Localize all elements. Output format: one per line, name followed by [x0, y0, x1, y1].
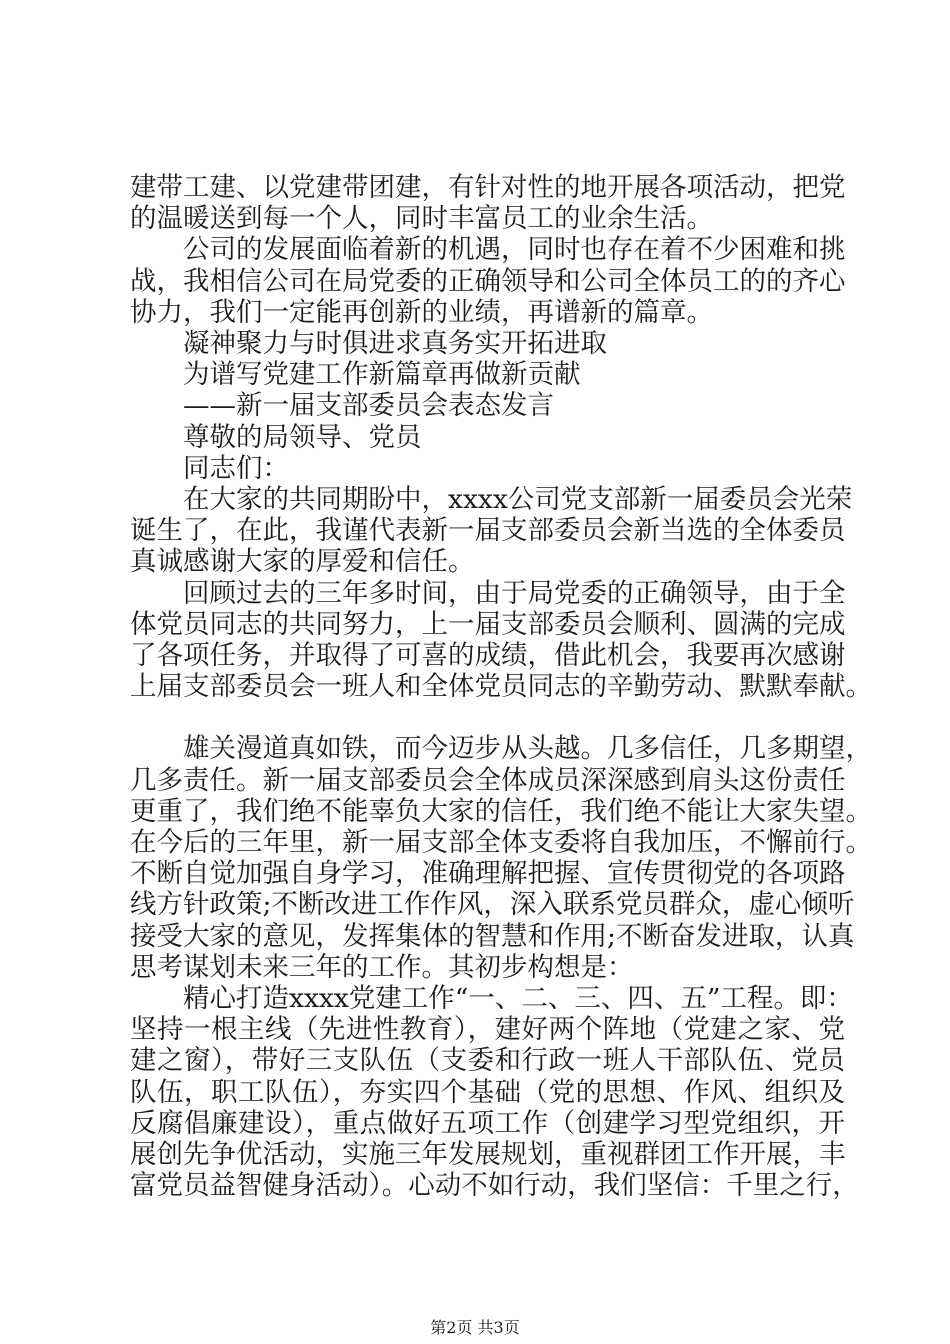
- text-line: 战，我相信公司在局党委的正确领导和公司全体员工的的齐心: [130, 265, 846, 297]
- text-line: 建之窗），带好三支队伍（支委和行政一班人干部队伍、党员: [130, 1045, 845, 1077]
- text-line: 思考谋划未来三年的工作。其初步构想是：: [130, 951, 634, 983]
- text-line: 不断自觉加强自身学习，准确理解把握、宣传贯彻党的各项路: [130, 858, 846, 890]
- text-line: 坚持一根主线（先进性教育），建好两个阵地（党建之家、党: [130, 1014, 845, 1046]
- text-line: 诞生了，在此，我谨代表新一届支部委员会新当选的全体委员: [130, 515, 846, 547]
- text-line: 真诚感谢大家的厚爱和信任。: [130, 546, 475, 578]
- text-line: 为谱写党建工作新篇章再做新贡献: [183, 359, 581, 391]
- text-line: 建带工建、以党建带团建，有针对性的地开展各项活动，把党: [130, 172, 846, 203]
- text-line: 反腐倡廉建设），重点做好五项工作（创建学习型党组织，开: [130, 1107, 845, 1139]
- text-line: ——新一届支部委员会表态发言: [183, 390, 554, 422]
- text-line: 回顾过去的三年多时间，由于局党委的正确领导，由于全: [183, 577, 846, 609]
- text-line: 更重了，我们绝不能辜负大家的信任，我们绝不能让大家失望。: [130, 795, 872, 827]
- text-line: 展创先争优活动，实施三年发展规划，重视群团工作开展，丰: [130, 1139, 846, 1171]
- text-line: 了各项任务，并取得了可喜的成绩，借此机会，我要再次感谢: [130, 640, 846, 672]
- text-line: 协力，我们一定能再创新的业绩，再谱新的篇章。: [130, 296, 713, 328]
- text-line: 在今后的三年里，新一届支部全体支委将自我加压，不懈前行。: [130, 827, 872, 859]
- text-line: 上届支部委员会一班人和全体党员同志的辛勤劳动、默默奉献。: [130, 671, 872, 703]
- text-line: 富党员益智健身活动）。心动不如行动，我们坚信：千里之行，: [130, 1170, 859, 1202]
- text-line: 雄关漫道真如铁，而今迈步从头越。几多信任，几多期望，: [183, 733, 872, 765]
- text-line: 几多责任。新一届支部委员会全体成员深深感到肩头这份责任: [130, 764, 846, 796]
- text-line: 接受大家的意见，发挥集体的智慧和作用;不断奋发进取，认真: [130, 920, 855, 952]
- page-number-label: 第2页 共3页: [430, 1318, 520, 1337]
- text-line: 队伍，职工队伍），夯实四个基础（党的思想、作风、组织及: [130, 1076, 845, 1108]
- text-line: 同志们：: [183, 452, 289, 484]
- text-line: 体党员同志的共同努力，上一届支部委员会顺利、圆满的完成: [130, 608, 846, 640]
- text-line: 线方针政策;不断改进工作作风，深入联系党员群众，虚心倾听: [130, 889, 855, 921]
- paragraph-gap: [130, 702, 845, 733]
- text-line: 在大家的共同期盼中，xxxx公司党支部新一届委员会光荣: [183, 484, 853, 516]
- text-line: 尊敬的局领导、党员: [183, 421, 422, 453]
- text-line: 公司的发展面临着新的机遇，同时也存在着不少困难和挑: [183, 234, 846, 266]
- page-footer: [0, 1318, 950, 1338]
- text-line: 的温暖送到每一个人，同时丰富员工的业余生活。: [130, 203, 713, 235]
- text-line: 凝神聚力与时俱进求真务实开拓进取: [183, 328, 607, 360]
- document-body: [130, 172, 872, 1202]
- text-line: 精心打造xxxx党建工作“一、二、三、四、五”工程。即：: [183, 983, 853, 1015]
